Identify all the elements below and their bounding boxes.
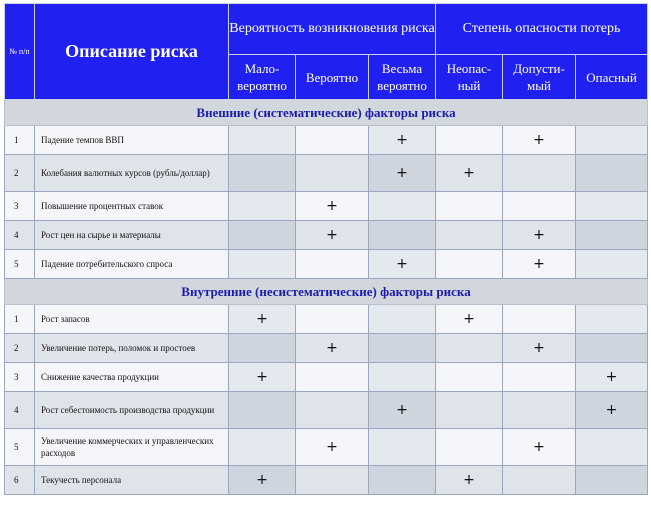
rating-cell: + — [229, 363, 296, 392]
row-number: 2 — [5, 155, 35, 192]
rating-cell — [296, 363, 369, 392]
rating-cell — [296, 155, 369, 192]
risk-description: Рост цен на сырье и материалы — [35, 221, 229, 250]
table-row — [5, 392, 648, 429]
risk-description: Колебания валютных курсов (рубль/доллар) — [35, 155, 229, 192]
table-row — [5, 155, 648, 192]
row-number: 4 — [5, 392, 35, 429]
rating-cell: + — [296, 429, 369, 466]
row-number: 5 — [5, 250, 35, 279]
rating-cell — [229, 250, 296, 279]
rating-cell — [296, 305, 369, 334]
risk-description: Падение потребительского спроса — [35, 250, 229, 279]
header-col-very-likely: Весьма вероятно — [369, 55, 436, 100]
risk-description: Рост запасов — [35, 305, 229, 334]
header-col-acceptable: Допусти-мый — [503, 55, 576, 100]
rating-cell — [369, 466, 436, 495]
table-row — [5, 466, 648, 495]
rating-cell: + — [229, 466, 296, 495]
rating-cell — [436, 221, 503, 250]
rating-cell — [436, 126, 503, 155]
rating-cell: + — [436, 155, 503, 192]
header-severity: Степень опасности потерь — [436, 4, 648, 55]
row-number: 1 — [5, 126, 35, 155]
row-number: 5 — [5, 429, 35, 466]
rating-cell — [229, 334, 296, 363]
rating-cell — [436, 334, 503, 363]
rating-cell — [576, 221, 648, 250]
rating-cell — [503, 305, 576, 334]
row-number: 3 — [5, 192, 35, 221]
rating-cell — [576, 429, 648, 466]
section-title: Внешние (систематические) факторы риска — [5, 100, 648, 126]
row-number: 1 — [5, 305, 35, 334]
rating-cell — [503, 392, 576, 429]
rating-cell — [296, 250, 369, 279]
rating-cell: + — [229, 305, 296, 334]
table-row — [5, 250, 648, 279]
rating-cell — [296, 392, 369, 429]
rating-cell — [503, 155, 576, 192]
rating-cell: + — [436, 305, 503, 334]
rating-cell: + — [576, 363, 648, 392]
header-col-dangerous: Опасный — [576, 55, 648, 100]
header-col-likely: Вероятно — [296, 55, 369, 100]
rating-cell — [576, 155, 648, 192]
header-probability: Вероятность возникновения риска — [229, 4, 436, 55]
rating-cell: + — [503, 250, 576, 279]
rating-cell: + — [296, 221, 369, 250]
rating-cell: + — [296, 192, 369, 221]
rating-cell: + — [503, 334, 576, 363]
rating-cell — [436, 250, 503, 279]
rating-cell: + — [369, 392, 436, 429]
rating-cell: + — [576, 392, 648, 429]
rating-cell: + — [369, 126, 436, 155]
rating-cell — [229, 221, 296, 250]
table-row — [5, 334, 648, 363]
header-num: № п/п — [5, 4, 35, 100]
rating-cell — [229, 192, 296, 221]
risk-description: Рост себестоимость производства продукции — [35, 392, 229, 429]
rating-cell — [229, 155, 296, 192]
rating-cell: + — [503, 221, 576, 250]
risk-description: Увеличение коммерческих и управленческих расходов — [35, 429, 229, 466]
table-body — [5, 100, 648, 495]
rating-cell — [436, 392, 503, 429]
rating-cell: + — [369, 250, 436, 279]
row-number: 4 — [5, 221, 35, 250]
table-row — [5, 192, 648, 221]
rating-cell — [503, 466, 576, 495]
rating-cell: + — [296, 334, 369, 363]
rating-cell: + — [503, 126, 576, 155]
rating-cell: + — [369, 155, 436, 192]
rating-cell: + — [436, 466, 503, 495]
rating-cell — [576, 250, 648, 279]
rating-cell — [369, 334, 436, 363]
risk-description: Увеличение потерь, поломок и простоев — [35, 334, 229, 363]
rating-cell — [576, 126, 648, 155]
risk-description: Повышение процентных ставок — [35, 192, 229, 221]
rating-cell — [503, 363, 576, 392]
table-row — [5, 126, 648, 155]
rating-cell — [436, 429, 503, 466]
table-row — [5, 429, 648, 466]
rating-cell — [576, 192, 648, 221]
rating-cell: + — [503, 429, 576, 466]
header-col-safe: Неопас-ный — [436, 55, 503, 100]
rating-cell — [436, 192, 503, 221]
rating-cell — [296, 126, 369, 155]
row-number: 3 — [5, 363, 35, 392]
table-row — [5, 305, 648, 334]
rating-cell — [296, 466, 369, 495]
rating-cell — [436, 363, 503, 392]
rating-cell — [369, 305, 436, 334]
header-col-unlikely: Мало-вероятно — [229, 55, 296, 100]
rating-cell — [229, 429, 296, 466]
rating-cell — [229, 392, 296, 429]
risk-description: Текучесть персонала — [35, 466, 229, 495]
table-row — [5, 221, 648, 250]
rating-cell — [576, 466, 648, 495]
section-title: Внутренние (несистематические) факторы риска — [5, 279, 648, 305]
risk-description: Падение темпов ВВП — [35, 126, 229, 155]
rating-cell — [503, 192, 576, 221]
row-number: 2 — [5, 334, 35, 363]
risk-table — [4, 3, 648, 495]
rating-cell — [369, 363, 436, 392]
table-row — [5, 363, 648, 392]
rating-cell — [576, 334, 648, 363]
risk-description: Снижение качества продукции — [35, 363, 229, 392]
rating-cell — [369, 429, 436, 466]
row-number: 6 — [5, 466, 35, 495]
rating-cell — [229, 126, 296, 155]
header-description: Описание риска — [35, 4, 229, 100]
rating-cell — [369, 221, 436, 250]
rating-cell — [576, 305, 648, 334]
rating-cell — [369, 192, 436, 221]
